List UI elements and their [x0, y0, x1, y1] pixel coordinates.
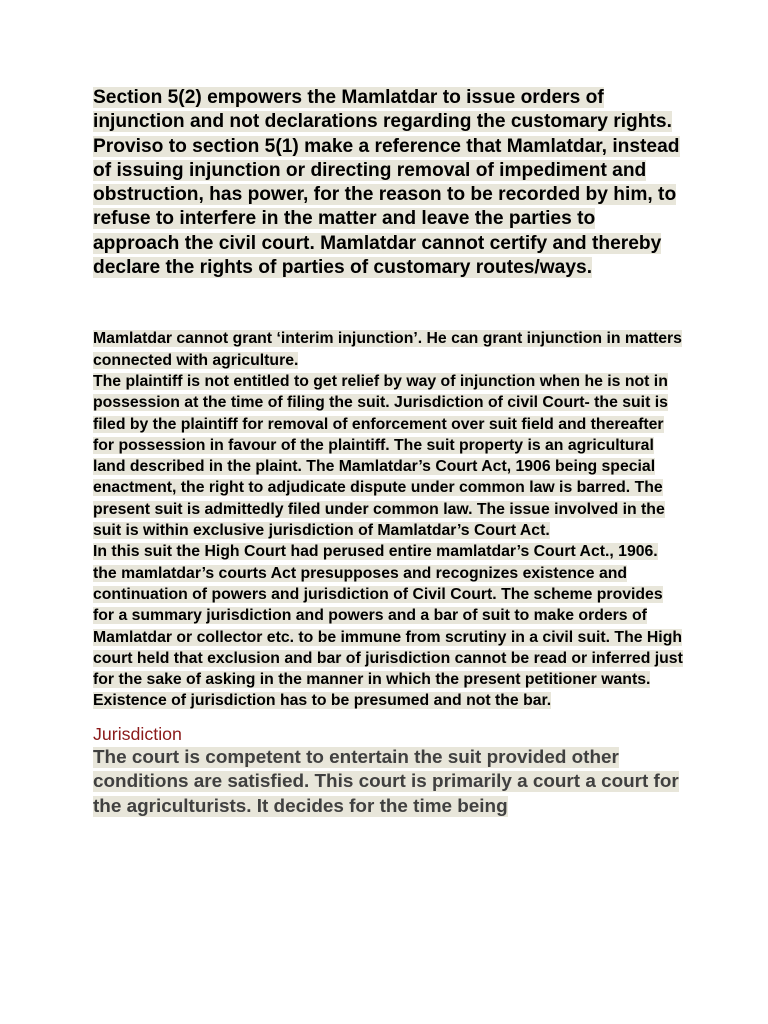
- paragraph-2-line-3: In this suit the High Court had perused entire mamlatdar’s Court Act., 1906. the mamlatdar’s courts Act presupposes and recognizes existence and continuation of powers and jurisdiction of Civil Court. The scheme provides for a summary jurisdiction and powers and a bar of suit to make orders of Mamlatdar or collector etc. to be immune from scrutiny in a civil suit. The High court held that exclusion and bar of jurisdiction cannot be read or inferred just for the sake of asking in the manner in which the present petitioner wants. Existence of jurisdiction has to be presumed and not the bar.: [93, 543, 683, 710]
- paragraph-section-5-2: [93, 86, 683, 280]
- paragraph-2-line-2: The plaintiff is not entitled to get relief by way of injunction when he is not in possession at the time of filing the suit. Jurisdiction of civil Court- the suit is filed by the plaintiff for removal of enforcement over suit field and thereafter for possession in favour of the plaintiff. The suit property is an agricultural land described in the plaint. The Mamlatdar’s Court Act, 1906 being special enactment, the right to adjudicate dispute under common law is barred. The present suit is admittedly filed under common law. The issue involved in the suit is within exclusive jurisdiction of Mamlatdar’s Court Act.: [93, 372, 668, 540]
- section-heading-jurisdiction: Jurisdiction: [93, 723, 182, 744]
- paragraph-1-text: Section 5(2) empowers the Mamlatdar to issue orders of injunction and not declarations regarding the customary rights. Proviso to section 5(1) make a reference that Mamlatdar, instead of issuing injunction or directing removal of impediment and obstruction, has power, for the reason to be recorded by him, to refuse to interfere in the matter and leave the parties to approach the civil court. Mamlatdar cannot certify and thereby declare the rights of parties of customary routes/ways.: [93, 87, 680, 279]
- paragraph-mamlatdar-powers: [93, 328, 683, 711]
- paragraph-jurisdiction: [93, 746, 683, 820]
- paragraph-3-text: The court is competent to entertain the suit provided other conditions are satisfied. This court is primarily a court a court for the agriculturists. It decides for the time being: [93, 746, 679, 817]
- document-body: [93, 86, 683, 819]
- paragraph-2-line-1: Mamlatdar cannot grant ‘interim injunction’. He can grant injunction in matters connected with agriculture.: [93, 330, 682, 369]
